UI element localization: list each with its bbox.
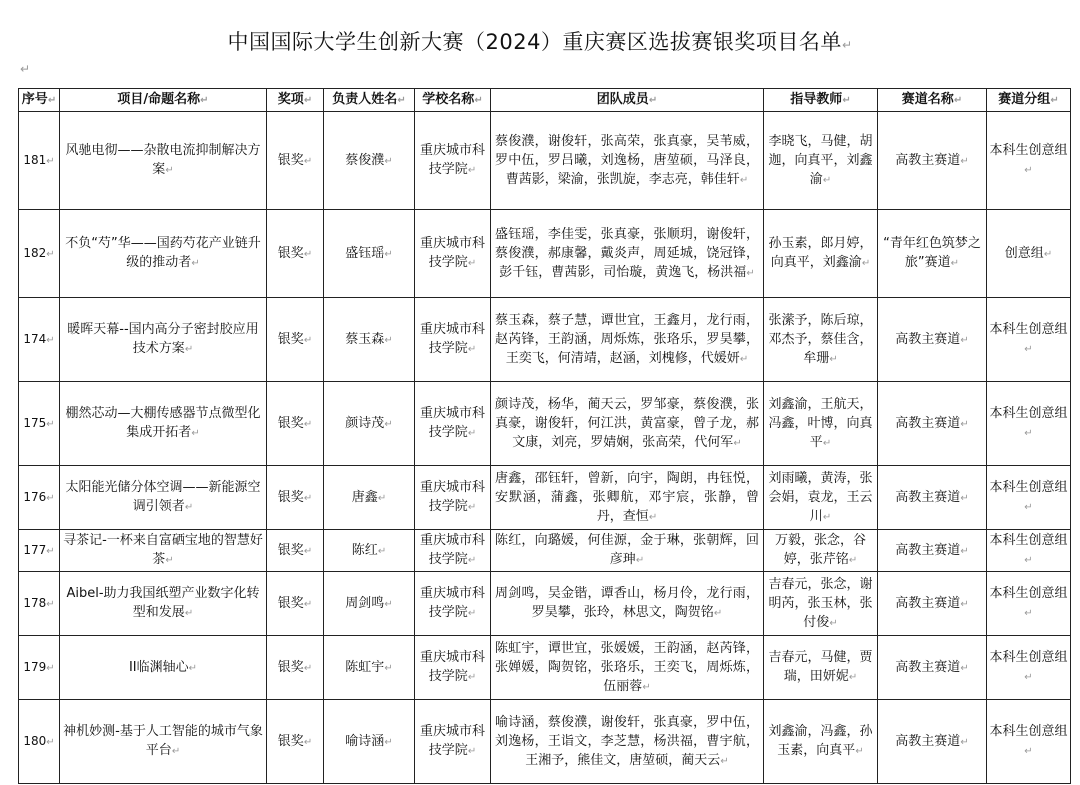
cell-project: 不负“芍”华——国药芍花产业链升级的推动者↵ bbox=[60, 210, 267, 298]
cell-track: 高教主赛道↵ bbox=[878, 530, 987, 572]
cell-award: 银奖↵ bbox=[267, 530, 324, 572]
table-row bbox=[19, 572, 1071, 636]
table-row bbox=[19, 112, 1071, 210]
cell-members: 盛钰瑶，李佳雯，张真豪，张顺玥，谢俊轩，蔡俊濮，郝康馨，戴炎声，周延城，饶冠锋，彭千钰，曹茜影，司怡璇，黄逸飞，杨洪福↵ bbox=[491, 210, 764, 298]
cell-project: 寻茶记-一杯来自富硒宝地的智慧好茶↵ bbox=[60, 530, 267, 572]
header-track: 赛道名称↵ bbox=[878, 89, 987, 112]
cell-members: 蔡玉森，蔡子慧，谭世宜，王鑫月，龙行雨，赵芮锋，王韵涵，周烁炼，张珞乐，罗昊攀，王奕飞，何清靖，赵涵，刘槐修，代媛妍↵ bbox=[491, 298, 764, 382]
cell-leader: 唐鑫↵ bbox=[324, 466, 415, 530]
cell-members: 蔡俊濮，谢俊轩，张高荣，张真豪，吴苇威，罗中伍，罗吕曦，刘逸杨，唐堃硕，马泽良，曹茜影，梁渝，张凯旋，李志亮，韩佳轩↵ bbox=[491, 112, 764, 210]
cell-no: 174↵ bbox=[19, 298, 60, 382]
cell-school: 重庆城市科技学院↵ bbox=[415, 210, 491, 298]
cell-track: 高教主赛道↵ bbox=[878, 298, 987, 382]
table-header-row bbox=[19, 89, 1071, 112]
table-row bbox=[19, 636, 1071, 700]
cell-school: 重庆城市科技学院↵ bbox=[415, 636, 491, 700]
cell-track: 高教主赛道↵ bbox=[878, 112, 987, 210]
cell-track: 高教主赛道↵ bbox=[878, 572, 987, 636]
cell-track: “青年红色筑梦之旅”赛道↵ bbox=[878, 210, 987, 298]
header-group: 赛道分组↵ bbox=[987, 89, 1071, 112]
cell-teachers: 刘雨曦，黄涛，张会娟，袁龙，王云川↵ bbox=[764, 466, 878, 530]
header-school: 学校名称↵ bbox=[415, 89, 491, 112]
cell-members: 陈虹宇，谭世宜，张媛媛，王韵涵，赵芮锋，张婵媛，陶贺铭，张珞乐，王奕飞，周烁炼，伍丽蓉↵ bbox=[491, 636, 764, 700]
cell-track: 高教主赛道↵ bbox=[878, 700, 987, 784]
cell-no: 182↵ bbox=[19, 210, 60, 298]
cell-no: 178↵ bbox=[19, 572, 60, 636]
table-row bbox=[19, 530, 1071, 572]
cell-award: 银奖↵ bbox=[267, 382, 324, 466]
cell-leader: 盛钰瑶↵ bbox=[324, 210, 415, 298]
cell-project: Aibel-助力我国纸塑产业数字化转型和发展↵ bbox=[60, 572, 267, 636]
cell-project: 风驰电彻——杂散电流抑制解决方案↵ bbox=[60, 112, 267, 210]
document-title bbox=[0, 26, 1080, 56]
cell-track: 高教主赛道↵ bbox=[878, 466, 987, 530]
cell-school: 重庆城市科技学院↵ bbox=[415, 530, 491, 572]
cell-teachers: 刘鑫渝，冯鑫，孙玉素，向真平↵ bbox=[764, 700, 878, 784]
cell-teachers: 孙玉素，郎月婷，向真平，刘鑫渝↵ bbox=[764, 210, 878, 298]
table-row bbox=[19, 700, 1071, 784]
cell-no: 177↵ bbox=[19, 530, 60, 572]
cell-award: 银奖↵ bbox=[267, 466, 324, 530]
cell-award: 银奖↵ bbox=[267, 210, 324, 298]
cell-leader: 喻诗涵↵ bbox=[324, 700, 415, 784]
cell-track: 高教主赛道↵ bbox=[878, 382, 987, 466]
cell-group: 本科生创意组↵ bbox=[987, 382, 1071, 466]
table-row bbox=[19, 210, 1071, 298]
cell-leader: 颜诗茂↵ bbox=[324, 382, 415, 466]
header-members: 团队成员↵ bbox=[491, 89, 764, 112]
cell-group: 本科生创意组↵ bbox=[987, 636, 1071, 700]
cell-members: 颜诗茂，杨华，蔺天云，罗邹豪，蔡俊濮，张真豪，谢俊轩，何江洪，黄富豪，曾子龙，郝文康，刘亮，罗婧娴，张高荣，代何军↵ bbox=[491, 382, 764, 466]
cell-award: 银奖↵ bbox=[267, 636, 324, 700]
header-teachers: 指导教师↵ bbox=[764, 89, 878, 112]
cell-school: 重庆城市科技学院↵ bbox=[415, 382, 491, 466]
cell-award: 银奖↵ bbox=[267, 572, 324, 636]
cell-teachers: 张潆予，陈后琼，邓杰予，蔡佳含，牟珊↵ bbox=[764, 298, 878, 382]
cell-project: 暖晖天幕--国内高分子密封胶应用技术方案↵ bbox=[60, 298, 267, 382]
cell-members: 周剑鸣，吴金锴，谭香山，杨月伶，龙行雨，罗昊攀，张玲，林思文，陶贺铭↵ bbox=[491, 572, 764, 636]
cell-members: 唐鑫，邵钰轩，曾新，向宇，陶朗，冉钰悦，安默涵，蒲鑫，张卿航，邓宇宸，张静，曾丹，查恒↵ bbox=[491, 466, 764, 530]
paragraph-mark-icon: ↵ bbox=[20, 62, 31, 76]
cell-group: 本科生创意组↵ bbox=[987, 530, 1071, 572]
cell-no: 181↵ bbox=[19, 112, 60, 210]
cell-project: 太阳能光储分体空调——新能源空调引领者↵ bbox=[60, 466, 267, 530]
cell-school: 重庆城市科技学院↵ bbox=[415, 298, 491, 382]
cell-teachers: 李晓飞，马健，胡迦，向真平，刘鑫渝↵ bbox=[764, 112, 878, 210]
cell-leader: 蔡俊濮↵ bbox=[324, 112, 415, 210]
title-text: 中国国际大学生创新大赛（2024）重庆赛区选拔赛银奖项目名单 bbox=[227, 30, 842, 54]
header-no: 序号↵ bbox=[19, 89, 60, 112]
header-project: 项目/命题名称↵ bbox=[60, 89, 267, 112]
header-award: 奖项↵ bbox=[267, 89, 324, 112]
paragraph-mark-icon: ↵ bbox=[841, 38, 853, 52]
cell-leader: 周剑鸣↵ bbox=[324, 572, 415, 636]
cell-award: 银奖↵ bbox=[267, 700, 324, 784]
cell-school: 重庆城市科技学院↵ bbox=[415, 466, 491, 530]
cell-teachers: 刘鑫渝，王航天，冯鑫，叶博，向真平↵ bbox=[764, 382, 878, 466]
cell-group: 创意组↵ bbox=[987, 210, 1071, 298]
cell-members: 喻诗涵，蔡俊濮，谢俊轩，张真豪，罗中伍，刘逸杨，王诣文，李芝慧，杨洪福，曹宇航，王湘予，熊佳文，唐堃硕，蔺天云↵ bbox=[491, 700, 764, 784]
table-row bbox=[19, 466, 1071, 530]
cell-group: 本科生创意组↵ bbox=[987, 466, 1071, 530]
cell-leader: 陈虹宇↵ bbox=[324, 636, 415, 700]
cell-school: 重庆城市科技学院↵ bbox=[415, 572, 491, 636]
cell-leader: 蔡玉森↵ bbox=[324, 298, 415, 382]
cell-teachers: 吉春元，张念，谢明芮，张玉林，张付俊↵ bbox=[764, 572, 878, 636]
cell-project: 棚然芯动—大棚传感器节点微型化集成开拓者↵ bbox=[60, 382, 267, 466]
cell-teachers: 万毅，张念，谷婷，张芹铭↵ bbox=[764, 530, 878, 572]
cell-project: II临渊轴心↵ bbox=[60, 636, 267, 700]
cell-group: 本科生创意组↵ bbox=[987, 112, 1071, 210]
cell-no: 179↵ bbox=[19, 636, 60, 700]
cell-group: 本科生创意组↵ bbox=[987, 298, 1071, 382]
cell-school: 重庆城市科技学院↵ bbox=[415, 112, 491, 210]
cell-no: 176↵ bbox=[19, 466, 60, 530]
cell-no: 180↵ bbox=[19, 700, 60, 784]
cell-award: 银奖↵ bbox=[267, 298, 324, 382]
cell-leader: 陈红↵ bbox=[324, 530, 415, 572]
table-row bbox=[19, 298, 1071, 382]
cell-members: 陈红，向璐媛，何佳源，金于琳，张朝辉，回彦珅↵ bbox=[491, 530, 764, 572]
cell-school: 重庆城市科技学院↵ bbox=[415, 700, 491, 784]
award-table bbox=[18, 88, 1071, 784]
cell-teachers: 吉春元，马健，贾瑞，田妍妮↵ bbox=[764, 636, 878, 700]
cell-group: 本科生创意组↵ bbox=[987, 700, 1071, 784]
cell-project: 神机妙测-基于人工智能的城市气象平台↵ bbox=[60, 700, 267, 784]
table-row bbox=[19, 382, 1071, 466]
cell-track: 高教主赛道↵ bbox=[878, 636, 987, 700]
cell-group: 本科生创意组↵ bbox=[987, 572, 1071, 636]
cell-award: 银奖↵ bbox=[267, 112, 324, 210]
cell-no: 175↵ bbox=[19, 382, 60, 466]
header-leader: 负责人姓名↵ bbox=[324, 89, 415, 112]
